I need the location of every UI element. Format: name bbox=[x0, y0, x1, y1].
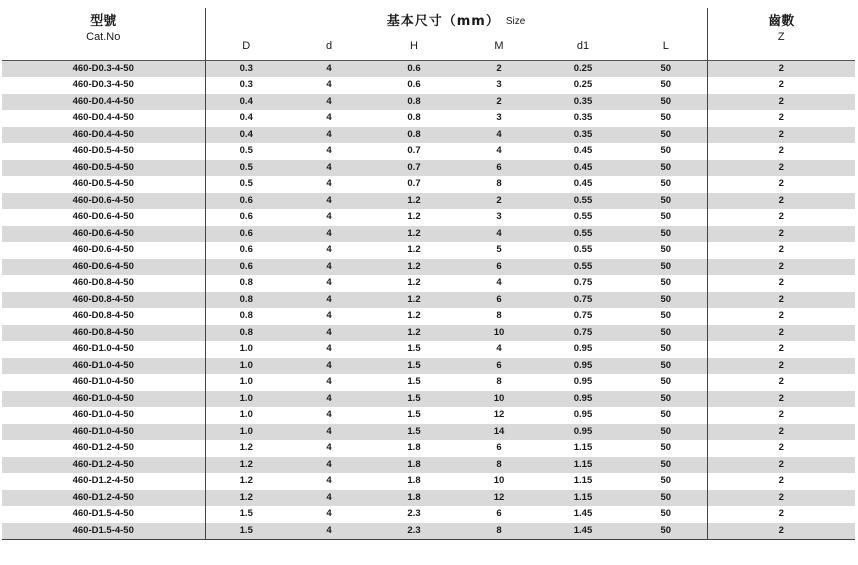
Z-cell: 2 bbox=[707, 143, 855, 160]
table-row bbox=[2, 358, 855, 375]
cat-no-cell: 460-D1.0-4-50 bbox=[2, 374, 205, 391]
Z-cell: 2 bbox=[707, 292, 855, 309]
d1-cell: 0.55 bbox=[541, 193, 625, 210]
cat-no-cell: 460-D0.5-4-50 bbox=[2, 160, 205, 177]
M-cell: 6 bbox=[457, 440, 541, 457]
Z-cell: 2 bbox=[707, 176, 855, 193]
D-cell: 1.2 bbox=[205, 457, 287, 474]
d-cell: 4 bbox=[287, 127, 371, 144]
Z-cell: 2 bbox=[707, 226, 855, 243]
cat-no-cell: 460-D0.3-4-50 bbox=[2, 61, 205, 78]
D-cell: 0.8 bbox=[205, 292, 287, 309]
cat-no-cell: 460-D0.8-4-50 bbox=[2, 308, 205, 325]
table-row bbox=[2, 506, 855, 523]
cat-no-cell: 460-D0.4-4-50 bbox=[2, 94, 205, 111]
d-cell: 4 bbox=[287, 61, 371, 78]
D-cell: 1.0 bbox=[205, 407, 287, 424]
Z-cell: 2 bbox=[707, 473, 855, 490]
H-cell: 1.2 bbox=[371, 259, 457, 276]
table-row bbox=[2, 94, 855, 111]
col-header-d: d bbox=[287, 31, 371, 61]
cat-no-cell: 460-D0.3-4-50 bbox=[2, 77, 205, 94]
dimensions-header bbox=[205, 8, 707, 31]
M-cell: 3 bbox=[457, 209, 541, 226]
Z-cell: 2 bbox=[707, 77, 855, 94]
D-cell: 1.0 bbox=[205, 358, 287, 375]
Z-cell: 2 bbox=[707, 358, 855, 375]
d-cell: 4 bbox=[287, 226, 371, 243]
M-cell: 4 bbox=[457, 275, 541, 292]
D-cell: 1.2 bbox=[205, 473, 287, 490]
d-cell: 4 bbox=[287, 292, 371, 309]
col-header-L: L bbox=[625, 31, 707, 61]
H-cell: 0.7 bbox=[371, 176, 457, 193]
H-cell: 1.2 bbox=[371, 193, 457, 210]
cat-no-cell: 460-D1.0-4-50 bbox=[2, 424, 205, 441]
spec-table bbox=[2, 8, 855, 540]
D-cell: 1.0 bbox=[205, 374, 287, 391]
d-cell: 4 bbox=[287, 143, 371, 160]
H-cell: 1.2 bbox=[371, 275, 457, 292]
d-cell: 4 bbox=[287, 160, 371, 177]
M-cell: 6 bbox=[457, 506, 541, 523]
d1-cell: 0.75 bbox=[541, 292, 625, 309]
H-cell: 0.8 bbox=[371, 110, 457, 127]
d-cell: 4 bbox=[287, 506, 371, 523]
teeth-header-zh: 齒數 bbox=[768, 14, 795, 29]
cat-no-cell: 460-D0.8-4-50 bbox=[2, 292, 205, 309]
H-cell: 0.7 bbox=[371, 143, 457, 160]
table-row bbox=[2, 407, 855, 424]
Z-cell: 2 bbox=[707, 341, 855, 358]
cat-no-cell: 460-D1.0-4-50 bbox=[2, 391, 205, 408]
d1-cell: 0.45 bbox=[541, 160, 625, 177]
M-cell: 8 bbox=[457, 374, 541, 391]
L-cell: 50 bbox=[625, 440, 707, 457]
D-cell: 0.6 bbox=[205, 242, 287, 259]
D-cell: 0.6 bbox=[205, 226, 287, 243]
H-cell: 1.2 bbox=[371, 325, 457, 342]
H-cell: 1.8 bbox=[371, 490, 457, 507]
header-row-top bbox=[2, 8, 855, 31]
cat-no-cell: 460-D0.6-4-50 bbox=[2, 193, 205, 210]
d1-cell: 0.55 bbox=[541, 209, 625, 226]
L-cell: 50 bbox=[625, 490, 707, 507]
D-cell: 0.8 bbox=[205, 308, 287, 325]
Z-cell: 2 bbox=[707, 259, 855, 276]
M-cell: 8 bbox=[457, 308, 541, 325]
M-cell: 4 bbox=[457, 226, 541, 243]
col-header-M: M bbox=[457, 31, 541, 61]
D-cell: 0.8 bbox=[205, 275, 287, 292]
d-cell: 4 bbox=[287, 325, 371, 342]
Z-cell: 2 bbox=[707, 424, 855, 441]
L-cell: 50 bbox=[625, 457, 707, 474]
L-cell: 50 bbox=[625, 424, 707, 441]
d1-cell: 0.25 bbox=[541, 77, 625, 94]
d1-cell: 0.35 bbox=[541, 110, 625, 127]
table-row bbox=[2, 523, 855, 540]
M-cell: 2 bbox=[457, 61, 541, 78]
table-row bbox=[2, 341, 855, 358]
d1-cell: 0.95 bbox=[541, 358, 625, 375]
cat-no-cell: 460-D0.4-4-50 bbox=[2, 110, 205, 127]
d-cell: 4 bbox=[287, 193, 371, 210]
M-cell: 14 bbox=[457, 424, 541, 441]
d-cell: 4 bbox=[287, 473, 371, 490]
H-cell: 2.3 bbox=[371, 506, 457, 523]
cat-no-cell: 460-D1.2-4-50 bbox=[2, 473, 205, 490]
table-row bbox=[2, 160, 855, 177]
Z-cell: 2 bbox=[707, 490, 855, 507]
Z-cell: 2 bbox=[707, 407, 855, 424]
D-cell: 0.6 bbox=[205, 209, 287, 226]
d-cell: 4 bbox=[287, 358, 371, 375]
D-cell: 0.6 bbox=[205, 193, 287, 210]
Z-cell: 2 bbox=[707, 127, 855, 144]
d1-cell: 0.25 bbox=[541, 61, 625, 78]
table-row bbox=[2, 325, 855, 342]
M-cell: 4 bbox=[457, 143, 541, 160]
cat-no-header-en: Cat.No bbox=[2, 31, 205, 61]
d1-cell: 0.95 bbox=[541, 341, 625, 358]
H-cell: 1.8 bbox=[371, 473, 457, 490]
table-row bbox=[2, 176, 855, 193]
table-row bbox=[2, 242, 855, 259]
table-row bbox=[2, 440, 855, 457]
cat-no-cell: 460-D1.5-4-50 bbox=[2, 523, 205, 540]
d1-cell: 0.75 bbox=[541, 275, 625, 292]
table-row bbox=[2, 226, 855, 243]
D-cell: 0.3 bbox=[205, 77, 287, 94]
d1-cell: 0.95 bbox=[541, 374, 625, 391]
D-cell: 0.4 bbox=[205, 110, 287, 127]
d1-cell: 1.15 bbox=[541, 490, 625, 507]
cat-no-cell: 460-D0.6-4-50 bbox=[2, 259, 205, 276]
d-cell: 4 bbox=[287, 308, 371, 325]
H-cell: 1.2 bbox=[371, 292, 457, 309]
M-cell: 10 bbox=[457, 391, 541, 408]
table-row bbox=[2, 193, 855, 210]
L-cell: 50 bbox=[625, 292, 707, 309]
M-cell: 8 bbox=[457, 523, 541, 540]
D-cell: 0.3 bbox=[205, 61, 287, 78]
d1-cell: 1.45 bbox=[541, 506, 625, 523]
M-cell: 4 bbox=[457, 127, 541, 144]
D-cell: 0.5 bbox=[205, 176, 287, 193]
cat-no-cell: 460-D1.2-4-50 bbox=[2, 490, 205, 507]
H-cell: 1.2 bbox=[371, 242, 457, 259]
d-cell: 4 bbox=[287, 457, 371, 474]
L-cell: 50 bbox=[625, 473, 707, 490]
L-cell: 50 bbox=[625, 61, 707, 78]
d1-cell: 0.35 bbox=[541, 94, 625, 111]
d-cell: 4 bbox=[287, 275, 371, 292]
table-row bbox=[2, 457, 855, 474]
Z-cell: 2 bbox=[707, 440, 855, 457]
table-row bbox=[2, 424, 855, 441]
L-cell: 50 bbox=[625, 259, 707, 276]
Z-cell: 2 bbox=[707, 275, 855, 292]
table-row bbox=[2, 473, 855, 490]
table-row bbox=[2, 391, 855, 408]
teeth-header-en: Z bbox=[707, 31, 855, 61]
col-header-D: D bbox=[205, 31, 287, 61]
Z-cell: 2 bbox=[707, 391, 855, 408]
L-cell: 50 bbox=[625, 110, 707, 127]
Z-cell: 2 bbox=[707, 209, 855, 226]
M-cell: 12 bbox=[457, 407, 541, 424]
cat-no-cell: 460-D1.2-4-50 bbox=[2, 457, 205, 474]
H-cell: 1.5 bbox=[371, 391, 457, 408]
D-cell: 1.5 bbox=[205, 523, 287, 540]
d-cell: 4 bbox=[287, 440, 371, 457]
d1-cell: 0.55 bbox=[541, 259, 625, 276]
d1-cell: 0.95 bbox=[541, 407, 625, 424]
d-cell: 4 bbox=[287, 490, 371, 507]
d1-cell: 0.75 bbox=[541, 325, 625, 342]
D-cell: 0.4 bbox=[205, 127, 287, 144]
d-cell: 4 bbox=[287, 424, 371, 441]
H-cell: 0.6 bbox=[371, 77, 457, 94]
table-row bbox=[2, 61, 855, 78]
M-cell: 6 bbox=[457, 259, 541, 276]
M-cell: 6 bbox=[457, 292, 541, 309]
Z-cell: 2 bbox=[707, 61, 855, 78]
Z-cell: 2 bbox=[707, 242, 855, 259]
H-cell: 0.7 bbox=[371, 160, 457, 177]
L-cell: 50 bbox=[625, 523, 707, 540]
H-cell: 1.5 bbox=[371, 358, 457, 375]
cat-no-cell: 460-D0.5-4-50 bbox=[2, 176, 205, 193]
table-row bbox=[2, 308, 855, 325]
cat-no-cell: 460-D0.5-4-50 bbox=[2, 143, 205, 160]
dimensions-subtitle: Size bbox=[505, 16, 526, 27]
M-cell: 5 bbox=[457, 242, 541, 259]
table-row bbox=[2, 110, 855, 127]
Z-cell: 2 bbox=[707, 110, 855, 127]
cat-no-cell: 460-D0.8-4-50 bbox=[2, 275, 205, 292]
col-header-d1: d1 bbox=[541, 31, 625, 61]
d-cell: 4 bbox=[287, 523, 371, 540]
table-row bbox=[2, 209, 855, 226]
cat-no-cell: 460-D1.0-4-50 bbox=[2, 341, 205, 358]
dimensions-title: 基本尺寸（mm） bbox=[386, 14, 500, 29]
cat-no-cell: 460-D0.6-4-50 bbox=[2, 226, 205, 243]
d-cell: 4 bbox=[287, 94, 371, 111]
d1-cell: 0.95 bbox=[541, 391, 625, 408]
d1-cell: 1.15 bbox=[541, 457, 625, 474]
H-cell: 0.6 bbox=[371, 61, 457, 78]
d-cell: 4 bbox=[287, 374, 371, 391]
Z-cell: 2 bbox=[707, 308, 855, 325]
table-row bbox=[2, 275, 855, 292]
d-cell: 4 bbox=[287, 259, 371, 276]
M-cell: 10 bbox=[457, 325, 541, 342]
L-cell: 50 bbox=[625, 94, 707, 111]
d1-cell: 1.15 bbox=[541, 440, 625, 457]
D-cell: 1.0 bbox=[205, 341, 287, 358]
d1-cell: 0.35 bbox=[541, 127, 625, 144]
L-cell: 50 bbox=[625, 391, 707, 408]
d-cell: 4 bbox=[287, 242, 371, 259]
D-cell: 0.5 bbox=[205, 143, 287, 160]
d1-cell: 0.55 bbox=[541, 226, 625, 243]
L-cell: 50 bbox=[625, 160, 707, 177]
L-cell: 50 bbox=[625, 506, 707, 523]
L-cell: 50 bbox=[625, 358, 707, 375]
table-row bbox=[2, 374, 855, 391]
D-cell: 0.6 bbox=[205, 259, 287, 276]
L-cell: 50 bbox=[625, 341, 707, 358]
D-cell: 0.5 bbox=[205, 160, 287, 177]
M-cell: 2 bbox=[457, 193, 541, 210]
d-cell: 4 bbox=[287, 341, 371, 358]
D-cell: 1.5 bbox=[205, 506, 287, 523]
H-cell: 2.3 bbox=[371, 523, 457, 540]
M-cell: 6 bbox=[457, 358, 541, 375]
M-cell: 8 bbox=[457, 176, 541, 193]
d-cell: 4 bbox=[287, 209, 371, 226]
d1-cell: 0.45 bbox=[541, 176, 625, 193]
L-cell: 50 bbox=[625, 275, 707, 292]
H-cell: 1.5 bbox=[371, 424, 457, 441]
D-cell: 1.0 bbox=[205, 391, 287, 408]
d1-cell: 0.55 bbox=[541, 242, 625, 259]
table-row bbox=[2, 77, 855, 94]
Z-cell: 2 bbox=[707, 506, 855, 523]
cat-no-cell: 460-D0.6-4-50 bbox=[2, 242, 205, 259]
d1-cell: 0.75 bbox=[541, 308, 625, 325]
L-cell: 50 bbox=[625, 127, 707, 144]
D-cell: 1.0 bbox=[205, 424, 287, 441]
d-cell: 4 bbox=[287, 407, 371, 424]
d-cell: 4 bbox=[287, 77, 371, 94]
cat-no-cell: 460-D1.2-4-50 bbox=[2, 440, 205, 457]
D-cell: 1.2 bbox=[205, 440, 287, 457]
L-cell: 50 bbox=[625, 242, 707, 259]
cat-no-header-zh: 型號 bbox=[2, 8, 205, 31]
d-cell: 4 bbox=[287, 176, 371, 193]
Z-cell: 2 bbox=[707, 457, 855, 474]
M-cell: 3 bbox=[457, 77, 541, 94]
H-cell: 1.5 bbox=[371, 341, 457, 358]
L-cell: 50 bbox=[625, 176, 707, 193]
H-cell: 1.5 bbox=[371, 407, 457, 424]
H-cell: 1.2 bbox=[371, 308, 457, 325]
table-row bbox=[2, 292, 855, 309]
L-cell: 50 bbox=[625, 193, 707, 210]
D-cell: 1.2 bbox=[205, 490, 287, 507]
cat-no-cell: 460-D0.4-4-50 bbox=[2, 127, 205, 144]
M-cell: 3 bbox=[457, 110, 541, 127]
Z-cell: 2 bbox=[707, 160, 855, 177]
d1-cell: 0.45 bbox=[541, 143, 625, 160]
d1-cell: 1.15 bbox=[541, 473, 625, 490]
L-cell: 50 bbox=[625, 374, 707, 391]
D-cell: 0.4 bbox=[205, 94, 287, 111]
Z-cell: 2 bbox=[707, 94, 855, 111]
table-row bbox=[2, 127, 855, 144]
H-cell: 1.8 bbox=[371, 457, 457, 474]
L-cell: 50 bbox=[625, 77, 707, 94]
M-cell: 10 bbox=[457, 473, 541, 490]
L-cell: 50 bbox=[625, 325, 707, 342]
Z-cell: 2 bbox=[707, 325, 855, 342]
L-cell: 50 bbox=[625, 407, 707, 424]
L-cell: 50 bbox=[625, 209, 707, 226]
cat-no-cell: 460-D0.8-4-50 bbox=[2, 325, 205, 342]
H-cell: 1.2 bbox=[371, 209, 457, 226]
table-body bbox=[2, 61, 855, 540]
M-cell: 2 bbox=[457, 94, 541, 111]
Z-cell: 2 bbox=[707, 374, 855, 391]
M-cell: 8 bbox=[457, 457, 541, 474]
D-cell: 0.8 bbox=[205, 325, 287, 342]
L-cell: 50 bbox=[625, 226, 707, 243]
header-row-bottom bbox=[2, 31, 855, 61]
cat-no-cell: 460-D1.5-4-50 bbox=[2, 506, 205, 523]
cat-no-cell: 460-D0.6-4-50 bbox=[2, 209, 205, 226]
H-cell: 1.8 bbox=[371, 440, 457, 457]
d1-cell: 0.95 bbox=[541, 424, 625, 441]
M-cell: 4 bbox=[457, 341, 541, 358]
L-cell: 50 bbox=[625, 143, 707, 160]
M-cell: 6 bbox=[457, 160, 541, 177]
d-cell: 4 bbox=[287, 110, 371, 127]
L-cell: 50 bbox=[625, 308, 707, 325]
cat-no-cell: 460-D1.0-4-50 bbox=[2, 407, 205, 424]
table-row bbox=[2, 490, 855, 507]
table-row bbox=[2, 259, 855, 276]
H-cell: 0.8 bbox=[371, 127, 457, 144]
M-cell: 12 bbox=[457, 490, 541, 507]
d1-cell: 1.45 bbox=[541, 523, 625, 540]
d-cell: 4 bbox=[287, 391, 371, 408]
H-cell: 1.5 bbox=[371, 374, 457, 391]
H-cell: 1.2 bbox=[371, 226, 457, 243]
cat-no-cell: 460-D1.0-4-50 bbox=[2, 358, 205, 375]
table-row bbox=[2, 143, 855, 160]
col-header-H: H bbox=[371, 31, 457, 61]
Z-cell: 2 bbox=[707, 193, 855, 210]
Z-cell: 2 bbox=[707, 523, 855, 540]
H-cell: 0.8 bbox=[371, 94, 457, 111]
